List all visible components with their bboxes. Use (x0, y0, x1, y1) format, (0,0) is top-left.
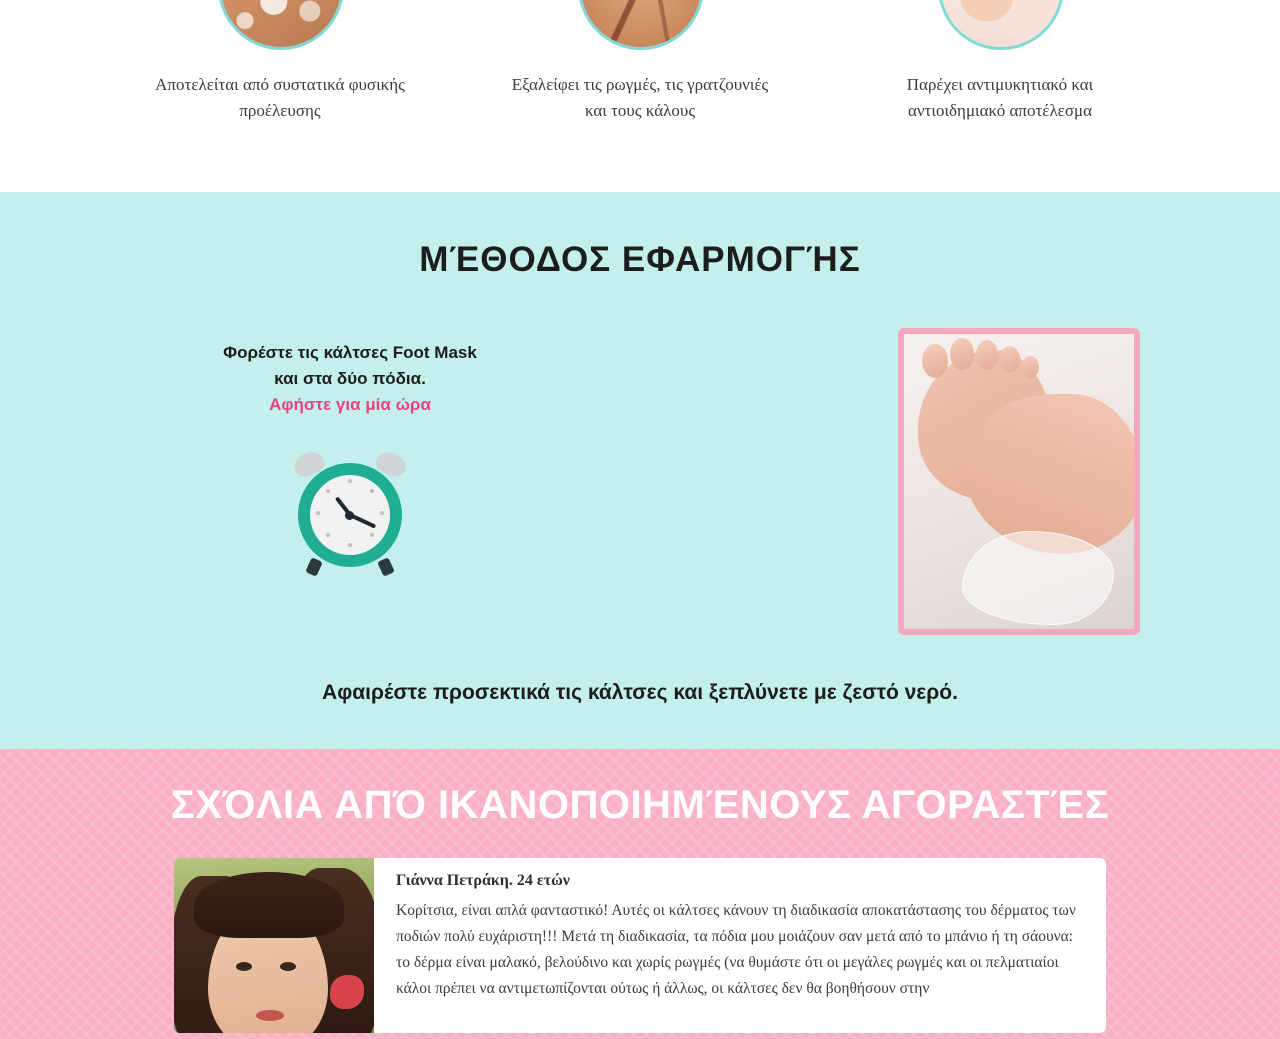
benefit-item (860, 0, 1140, 125)
benefit-icon-wrap (218, 0, 343, 50)
foot-sock-icon (938, 0, 1064, 50)
review-body (374, 858, 1106, 1033)
reviews-section (0, 749, 1280, 1039)
alarm-clock-icon (290, 451, 410, 571)
how-to-use-section (0, 192, 1280, 749)
benefit-label: Εξαλείφει τις ρωγμές, τις γρατζουνιές και τους κάλους (511, 75, 769, 121)
reviews-heading: ΣΧΌΛΙΑ ΑΠΌ ΙΚΑΝΟΠΟΙΗΜΈΝΟΥΣ ΑΓΟΡΑΣΤΈΣ (170, 783, 1110, 827)
benefit-icon-wrap (938, 0, 1063, 50)
flaky-skin-icon (218, 0, 344, 50)
step-title: Φορέστε τις κάλτσες Foot Mask και στα δύο πόδια. (223, 343, 477, 389)
benefit-item (500, 0, 780, 125)
benefit-item (140, 0, 420, 125)
benefit-label: Παρέχει αντιμυκητιακό και αντιοιδημιακό αποτέλεσμα (906, 75, 1094, 121)
how-to-use-body (140, 328, 1140, 635)
benefit-label: Αποτελείται από συστατικά φυσικής προέλευσης (155, 75, 405, 121)
how-to-use-step (140, 328, 560, 571)
review-author: Γιάννα Πετράκη. 24 ετών (396, 872, 570, 889)
cracked-heel-icon (578, 0, 704, 50)
how-to-use-heading: ΜΈΘΟΔΟΣ ΕΦΑΡΜΟΓΉΣ (419, 240, 861, 279)
step-subtitle: Αφήστε για μία ώρα (269, 394, 431, 414)
foot-mask-photo (898, 328, 1140, 635)
reviewer-photo (174, 858, 374, 1033)
review-card (174, 858, 1106, 1033)
how-to-use-photo-wrap (700, 328, 1140, 635)
benefits-section (0, 0, 1280, 192)
review-text: Κορίτσια, είναι απλά φανταστικό! Αυτές οι κάλτσες κάνουν τη διαδικασία αποκατάστασης του δέρματος των ποδιών πολύ ευχάριστη!!! Μετά τη διαδικασία, τα πόδια μου μοιάζουν σαν μετά από το μπάνιο ή τη σάουνα: το δέρμα είναι μαλακό, βελούδινο και χωρίς ρωγμές (να θυμάστε ότι οι μεγάλες ρωγμές και οι πελματιαίοι κάλοι πρέπει να αντιμετωπίζονται ούτως ή άλλως, οι κάλτσες δεν θα βοηθήσουν στην (396, 902, 1076, 998)
benefit-icon-wrap (578, 0, 703, 50)
how-to-use-footer: Αφαιρέστε προσεκτικά τις κάλτσες και ξεπλύνετε με ζεστό νερό. (322, 681, 958, 704)
benefits-list (140, 0, 1140, 125)
